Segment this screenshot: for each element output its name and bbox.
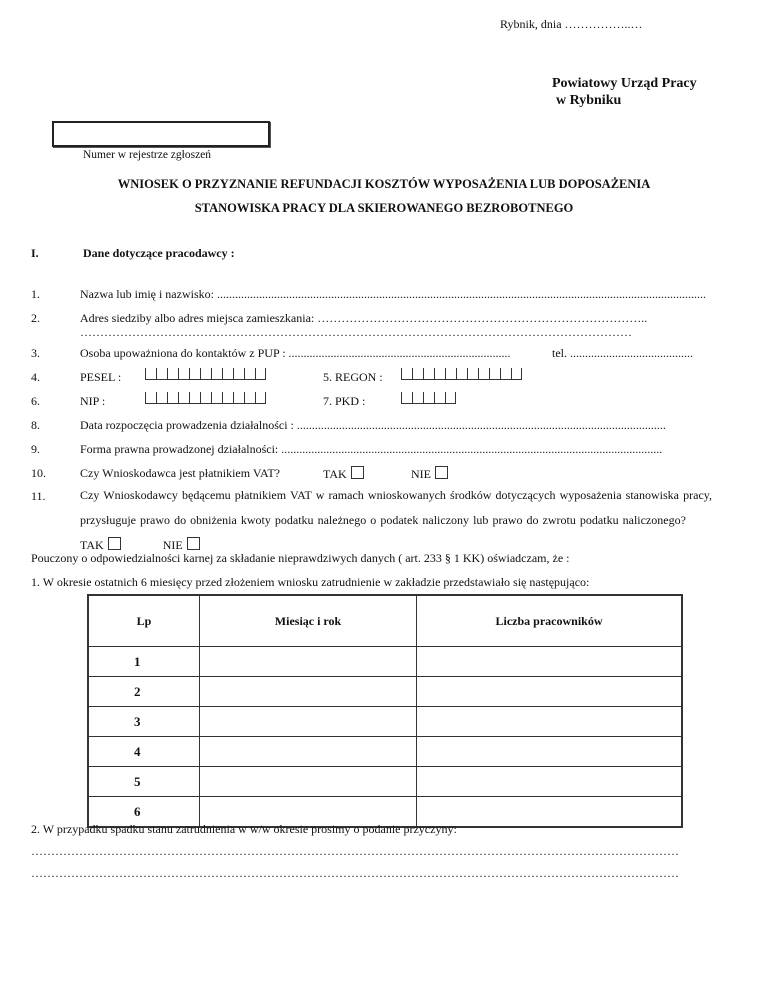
item-6-number: 6.: [31, 394, 40, 408]
item-5-regon-label: 5. REGON :: [323, 370, 383, 384]
month-year-cell[interactable]: [200, 707, 417, 737]
item-11-no-label: NIE: [162, 538, 183, 552]
item-1-number: 1.: [31, 287, 40, 301]
item-10-yes-option[interactable]: [323, 466, 364, 482]
pkd-digit-boxes[interactable]: [401, 392, 456, 404]
item-1-name-field[interactable]: Nazwa lub imię i nazwisko: ...................................................................................................................................................................: [80, 287, 706, 301]
row-number: 2: [88, 677, 200, 707]
register-number-box[interactable]: [52, 121, 270, 147]
item-10-yes-checkbox[interactable]: [351, 466, 364, 479]
item-10-number: 10.: [31, 466, 46, 480]
regon-digit-boxes[interactable]: [401, 368, 522, 380]
item-10-vat-question: Czy Wnioskodawca jest płatnikiem VAT?: [80, 466, 280, 480]
item-2-address-field[interactable]: Adres siedziby albo adres miejsca zamieszkania: ………………………………………………………………………..: [80, 311, 648, 325]
item-11-text: Czy Wnioskodawcy będącemu płatnikiem VAT w ramach wnioskowanych środków dotyczących wyposażenia stanowiska pracy, przysługuje prawo do obniżenia kwoty podatku należnego o podatek naliczony lub prawo do zwrotu podatku naliczonego?: [80, 488, 712, 527]
item-9-legal-form-field[interactable]: Forma prawna prowadzonej działalności: ...............................................................................................................................: [80, 442, 663, 456]
row-number: 1: [88, 647, 200, 677]
form-title-line2: STANOWISKA PRACY DLA SKIEROWANEGO BEZROBOTNEGO: [194, 201, 574, 215]
statement-text: Pouczony o odpowiedzialności karnej za składanie nieprawdziwych danych ( art. 233 § 1 KK) oświadczam, że :: [31, 551, 570, 565]
item-11-number: 11.: [31, 489, 46, 503]
employee-count-cell[interactable]: [417, 767, 683, 797]
row-number: 3: [88, 707, 200, 737]
item-2-address-continuation[interactable]: …………………………………………………………………………………………………………………………: [80, 325, 632, 339]
point-1-text: 1. W okresie ostatnich 6 miesięcy przed złożeniem wniosku zatrudnienie w zakładzie przedstawiało się następująco:: [31, 575, 590, 589]
section-title: Dane dotyczące pracodawcy :: [83, 246, 235, 260]
item-3-number: 3.: [31, 346, 40, 360]
office-name-line1: Powiatowy Urząd Pracy: [552, 76, 697, 91]
item-7-pkd-label: 7. PKD :: [323, 394, 366, 408]
employment-table: [87, 594, 683, 828]
table-row: [88, 707, 682, 737]
employee-count-cell[interactable]: [417, 677, 683, 707]
employee-count-cell[interactable]: [417, 707, 683, 737]
item-4-number: 4.: [31, 370, 40, 384]
place-date: Rybnik, dnia ……………..…: [500, 17, 643, 31]
item-8-number: 8.: [31, 418, 40, 432]
reason-line-1[interactable]: ………………………………………………………………………………………………………………………………………………: [31, 844, 679, 858]
table-row: [88, 647, 682, 677]
table-row: [88, 737, 682, 767]
header-month-year: Miesiąc i rok: [200, 595, 417, 647]
item-4-pesel-label: PESEL :: [80, 370, 122, 384]
item-10-yes-label: TAK: [323, 467, 347, 481]
table-row: [88, 677, 682, 707]
item-10-no-label: NIE: [411, 467, 431, 481]
pesel-digit-boxes[interactable]: [145, 368, 266, 380]
section-number: I.: [31, 246, 39, 260]
table-row: [88, 767, 682, 797]
item-3-contact-field[interactable]: Osoba upoważniona do kontaktów z PUP : ..........................................................................: [80, 346, 511, 360]
month-year-cell[interactable]: [200, 677, 417, 707]
row-number: 4: [88, 737, 200, 767]
item-2-number: 2.: [31, 311, 40, 325]
item-6-nip-label: NIP :: [80, 394, 106, 408]
item-11-yes-label: TAK: [80, 538, 104, 552]
employee-count-cell[interactable]: [417, 737, 683, 767]
month-year-cell[interactable]: [200, 647, 417, 677]
item-9-number: 9.: [31, 442, 40, 456]
row-number: 6: [88, 797, 200, 828]
month-year-cell[interactable]: [200, 737, 417, 767]
item-3-phone-field[interactable]: tel. .........................................: [552, 346, 693, 360]
month-year-cell[interactable]: [200, 767, 417, 797]
item-11-yes-checkbox[interactable]: [108, 537, 121, 550]
header-lp: Lp: [88, 595, 200, 647]
item-10-no-checkbox[interactable]: [435, 466, 448, 479]
item-11-vat-refund-question: [80, 483, 712, 558]
item-8-start-date-field[interactable]: Data rozpoczęcia prowadzenia działalności : ...........................................................................................................................: [80, 418, 666, 432]
office-name: [552, 75, 697, 109]
office-name-line2: w Rybniku: [556, 93, 622, 108]
header-employee-count: Liczba pracowników: [417, 595, 683, 647]
employee-count-cell[interactable]: [417, 647, 683, 677]
point-2-text: 2. W przypadku spadku stanu zatrudnienia w w/w okresie prosimy o podanie przyczyny:: [31, 822, 457, 836]
reason-line-2[interactable]: ………………………………………………………………………………………………………………………………………………: [31, 866, 679, 880]
form-title-line1: WNIOSEK O PRZYZNANIE REFUNDACJI KOSZTÓW WYPOSAŻENIA LUB DOPOSAŻENIA: [117, 177, 651, 191]
table-header-row: [88, 595, 682, 647]
nip-digit-boxes[interactable]: [145, 392, 266, 404]
register-number-label: Numer w rejestrze zgłoszeń: [83, 149, 212, 161]
item-11-no-checkbox[interactable]: [187, 537, 200, 550]
item-10-no-option[interactable]: [411, 466, 448, 482]
row-number: 5: [88, 767, 200, 797]
